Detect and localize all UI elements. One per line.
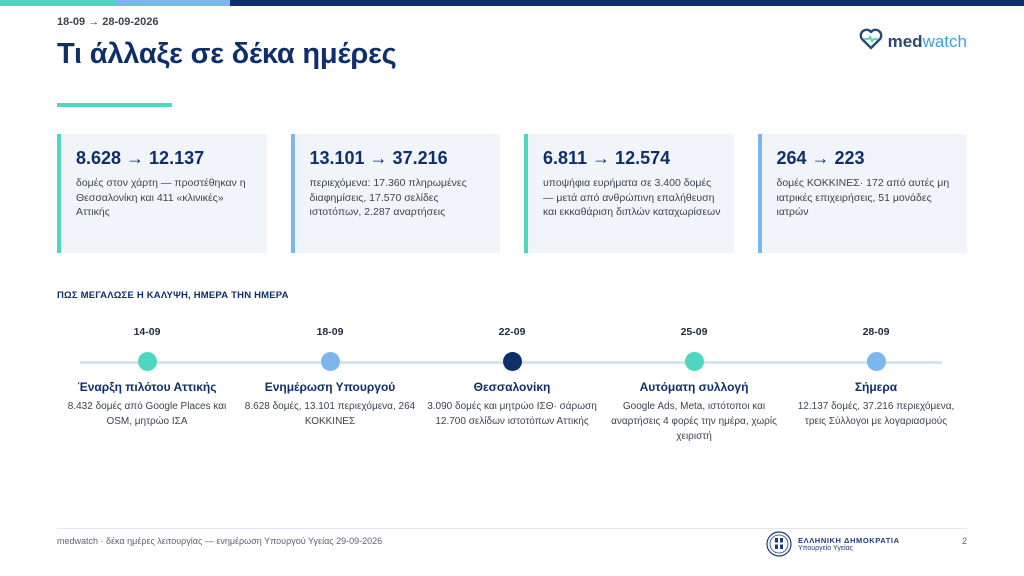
timeline-milestone xyxy=(786,326,966,429)
card-description: υποψήφια ευρήματα σε 3.400 δομές — μετά από ανθρώπινη επαλήθευση και εκκαθάριση διπλών καταχωρίσεων xyxy=(543,177,721,218)
stats-cards xyxy=(57,134,967,253)
milestone-dot xyxy=(321,352,340,371)
card-description: δομές ΚΟΚΚΙΝΕΣ· 172 από αυτές μη ιατρικές επιχειρήσεις, 51 μονάδες ιατρών xyxy=(776,177,950,218)
footer-text: medwatch · δέκα ημέρες λειτουργίας — ενημέρωση Υπουργού Υγείας 29-09-2026 xyxy=(57,536,383,546)
stat-card xyxy=(524,134,734,253)
milestone-description: Google Ads, Meta, ιστότοποι και αναρτήσεις 4 φορές την ημέρα, χωρίς χειριστή xyxy=(611,401,777,442)
card-stat: 13.101 → 37.216 xyxy=(309,148,448,168)
milestone-date: 18-09 xyxy=(316,326,344,338)
milestone-title: Ενημέρωση Υπουργού xyxy=(264,380,396,394)
heart-pulse-icon xyxy=(859,28,883,55)
card-accent xyxy=(758,134,762,253)
stat-card xyxy=(758,134,968,253)
milestone-date: 25-09 xyxy=(680,326,708,338)
accent-segment-blue xyxy=(115,0,230,6)
timeline-milestone xyxy=(422,326,602,429)
title-underline xyxy=(57,103,172,107)
milestone-description: 3.090 δομές και μητρώο ΙΣΘ· σάρωση 12.700 σελίδων ιστοτόπων Αττικής xyxy=(427,401,597,427)
logo-part-med: med xyxy=(887,31,923,51)
section-label: ΠΩΣ ΜΕΓΑΛΩΣΕ Η ΚΑΛΥΨΗ, ΗΜΕΡΑ ΤΗΝ ΗΜΕΡΑ xyxy=(57,290,289,301)
stat-card xyxy=(291,134,501,253)
milestone-title: Αυτόματη συλλογή xyxy=(639,380,749,394)
greek-emblem-icon xyxy=(766,531,792,557)
milestone-dot xyxy=(867,352,886,371)
milestone-title: Έναρξη πιλότου Αττικής xyxy=(77,380,217,394)
page-number: 2 xyxy=(961,536,967,546)
milestone-title: Θεσσαλονίκη xyxy=(473,380,551,394)
gov-name: ΕΛΛΗΝΙΚΗ ΔΗΜΟΚΡΑΤΙΑ xyxy=(798,536,900,545)
timeline-milestone xyxy=(57,326,237,429)
milestone-description: 8.432 δομές από Google Places και OSM, μητρώο ΙΣΑ xyxy=(67,401,227,427)
date-range: 18-09 → 28-09-2026 xyxy=(57,16,159,28)
card-accent xyxy=(524,134,528,253)
accent-segment-navy xyxy=(230,0,1024,6)
milestone-date: 28-09 xyxy=(862,326,890,338)
government-logo xyxy=(766,531,900,557)
milestone-description: 12.137 δομές, 37.216 περιεχόμενα, τρεις Σύλλογοι με λογαριασμούς xyxy=(797,401,955,427)
card-accent xyxy=(291,134,295,253)
milestone-description: 8.628 δομές, 13.101 περιεχόμενα, 264 ΚΟΚΚΙΝΕΣ xyxy=(244,401,416,427)
logo-part-watch: watch xyxy=(922,31,967,51)
milestone-dot xyxy=(685,352,704,371)
stat-card xyxy=(57,134,267,253)
card-accent xyxy=(57,134,61,253)
gov-ministry: Υπουργείο Υγείας xyxy=(798,545,853,552)
milestone-date: 22-09 xyxy=(498,326,526,338)
card-description: περιεχόμενα: 17.360 πληρωμένες διαφημίσεις, 17.570 σελίδες ιστοτόπων, 2.287 αναρτήσεις xyxy=(309,177,467,218)
milestone-dot xyxy=(503,352,522,371)
logo-wordmark xyxy=(888,32,967,52)
timeline-milestone xyxy=(604,326,784,444)
milestone-title: Σήμερα xyxy=(854,380,898,394)
milestone-date: 14-09 xyxy=(133,326,161,338)
footer-divider xyxy=(57,528,967,529)
card-stat: 264 → 223 xyxy=(776,148,865,168)
card-stat: 8.628 → 12.137 xyxy=(76,148,205,168)
accent-segment-teal xyxy=(0,0,115,6)
top-accent-bar xyxy=(0,0,1024,6)
card-description: δομές στον χάρτη — προστέθηκαν η Θεσσαλονίκη και 411 «κλινικές» Αττικής xyxy=(76,177,246,218)
timeline-milestone xyxy=(240,326,420,429)
milestone-dot xyxy=(138,352,157,371)
page-title: Τι άλλαξε σε δέκα ημέρες xyxy=(57,38,397,70)
card-stat: 6.811 → 12.574 xyxy=(543,148,671,168)
medwatch-logo xyxy=(859,28,967,55)
